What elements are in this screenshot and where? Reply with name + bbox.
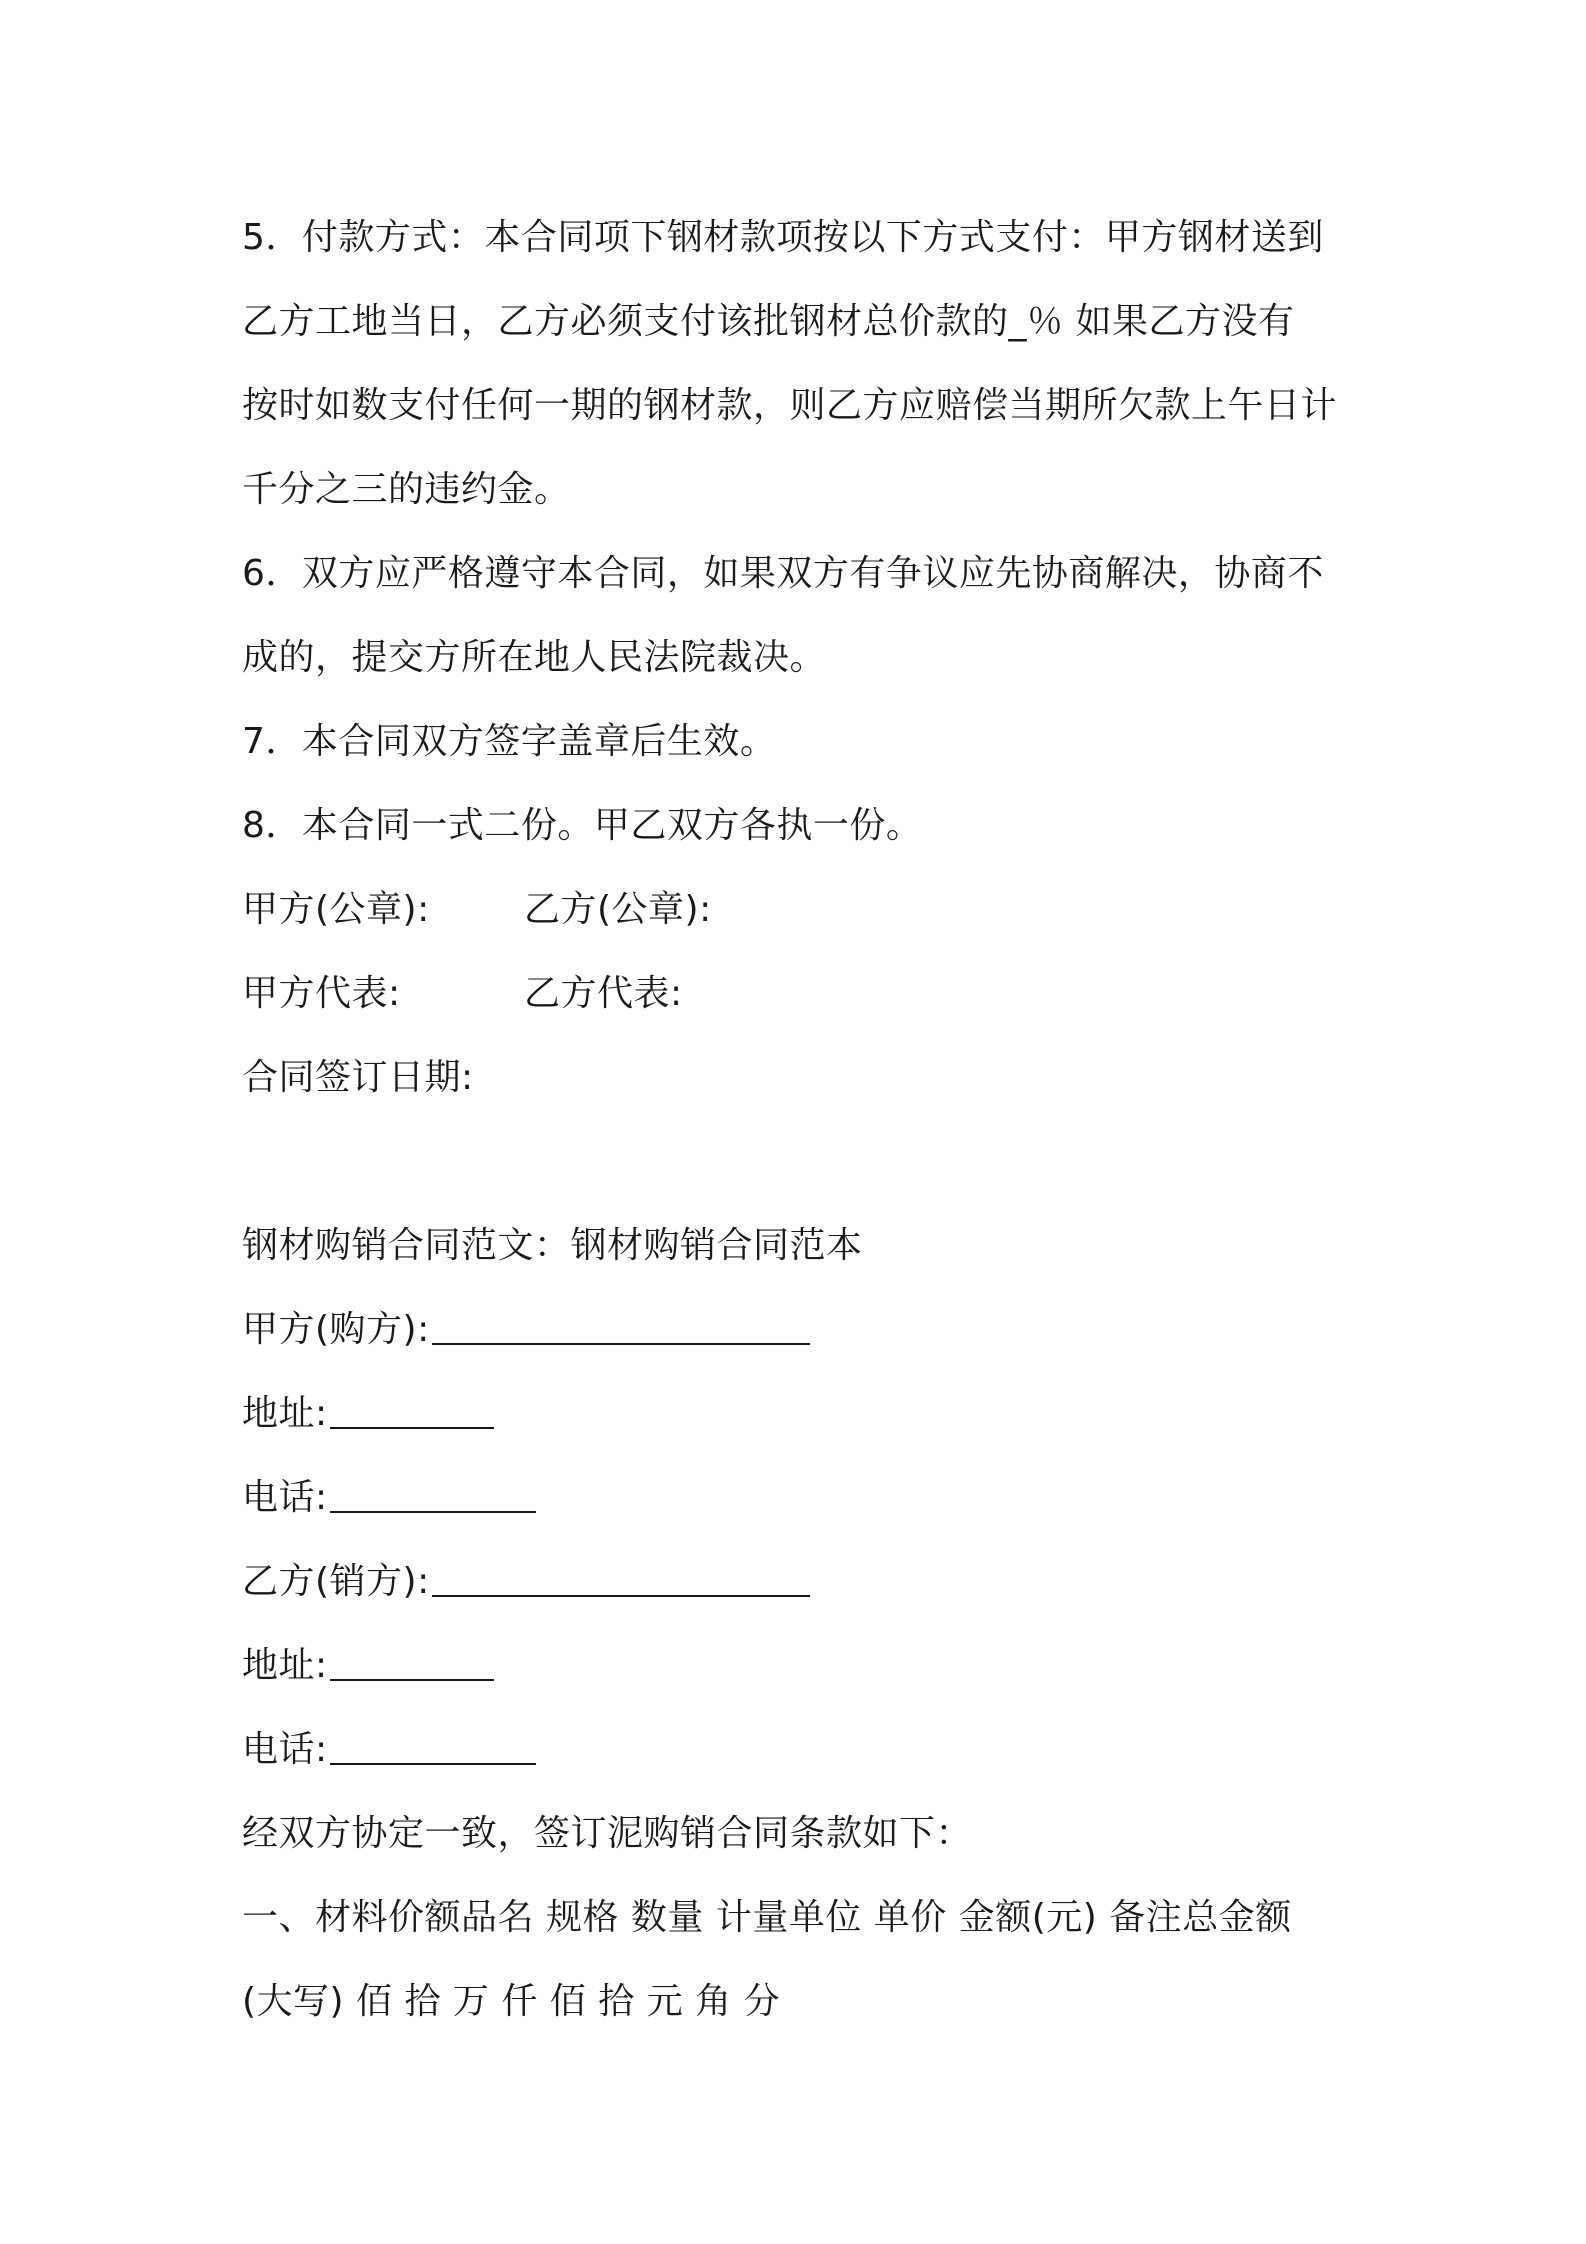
buyer-phone-label: 电话:	[242, 1477, 328, 1518]
seller-row	[242, 1540, 1354, 1624]
clause-7: 7．本合同双方签字盖章后生效。	[242, 721, 777, 762]
seller-phone-blank	[330, 1761, 536, 1765]
buyer-address-blank	[330, 1425, 494, 1429]
seller-address-blank	[330, 1677, 494, 1681]
buyer-address-row	[242, 1372, 1354, 1456]
seller-address-label: 地址:	[242, 1645, 328, 1686]
representative-row	[242, 952, 1354, 1036]
clause-6-line-2: 成的，提交方所在地人民法院裁决。	[242, 637, 827, 678]
party-b-seal-label: 乙方(公章):	[524, 889, 712, 930]
section-1-line-1: 一、材料价额品名 规格 数量 计量单位 单价 金额(元) 备注总金额	[242, 1897, 1292, 1938]
seller-phone-row	[242, 1708, 1354, 1792]
party-b-rep-label: 乙方代表:	[524, 973, 683, 1014]
party-a-seal-label: 甲方(公章):	[242, 889, 430, 930]
party-a-rep-label: 甲方代表:	[242, 973, 401, 1014]
seller-label: 乙方(销方):	[242, 1561, 430, 1602]
clause-5-line-3: 按时如数支付任何一期的钢材款，则乙方应赔偿当期所欠款上午日计	[242, 385, 1338, 426]
seller-blank	[432, 1593, 810, 1597]
buyer-blank	[432, 1341, 810, 1345]
sign-date-label: 合同签订日期:	[242, 1057, 474, 1098]
clause-5-line-4: 千分之三的违约金。	[242, 469, 571, 510]
seller-phone-label: 电话:	[242, 1729, 328, 1770]
clause-5-line-2: 乙方工地当日，乙方必须支付该批钢材总价款的_％ 如果乙方没有	[242, 301, 1295, 342]
clause-6-line-1: 6．双方应严格遵守本合同，如果双方有争议应先协商解决，协商不	[242, 553, 1324, 594]
buyer-row	[242, 1288, 1354, 1372]
template-heading: 钢材购销合同范文：钢材购销合同范本	[242, 1225, 863, 1266]
buyer-address-label: 地址:	[242, 1393, 328, 1434]
clause-8: 8．本合同一式二份。甲乙双方各执一份。	[242, 805, 923, 846]
section-gap	[242, 1120, 1354, 1204]
buyer-phone-blank	[330, 1509, 536, 1513]
clause-5-line-1: 5．付款方式：本合同项下钢材款项按以下方式支付：甲方钢材送到	[242, 217, 1324, 258]
agreement-intro: 经双方协定一致，签订泥购销合同条款如下：	[242, 1813, 973, 1854]
buyer-phone-row	[242, 1456, 1354, 1540]
buyer-label: 甲方(购方):	[242, 1309, 430, 1350]
seller-address-row	[242, 1624, 1354, 1708]
seal-row	[242, 868, 1354, 952]
section-1-line-2: (大写) 佰 拾 万 仟 佰 拾 元 角 分	[242, 1981, 781, 2022]
document-body	[242, 196, 1354, 2044]
